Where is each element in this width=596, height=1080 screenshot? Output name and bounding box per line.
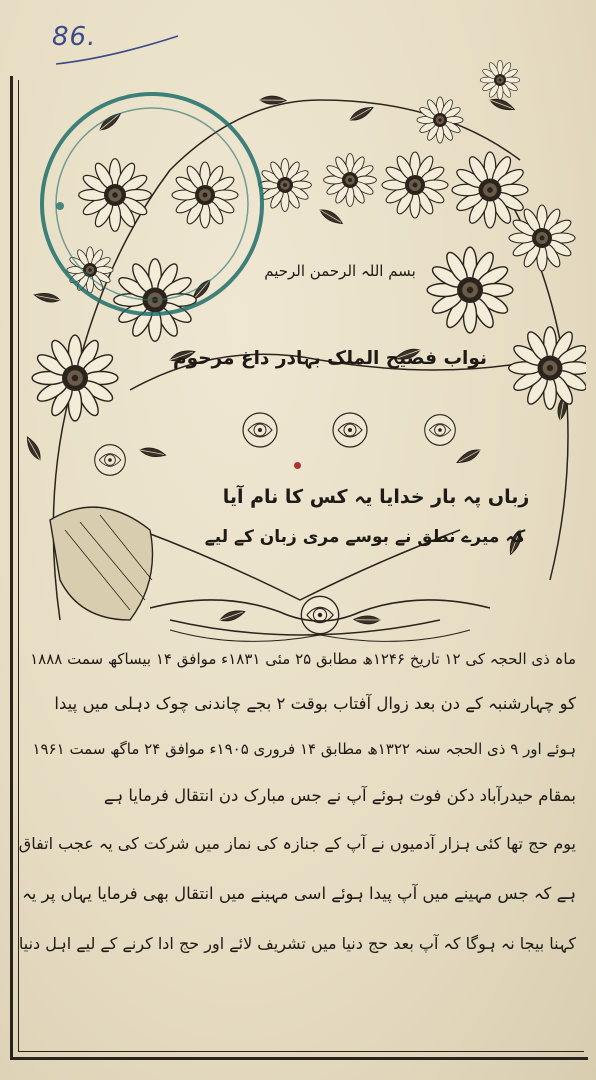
handwritten-number: 86.	[52, 22, 97, 52]
library-stamp	[36, 88, 268, 320]
body-line-1: ماہ ذی الحجہ کی ۱۲ تاریخ ۱۲۴۶ھ مطابق ۲۵ مئی ۱۸۳۱ء موافق ۱۴ بیساکھ سمت ۱۸۸۸	[30, 650, 576, 668]
body-line-4: بمقام حیدرآباد دکن فوت ہوئے آپ نے جس مبارک دن انتقال فرمایا ہے	[103, 786, 576, 805]
couplet-line-1: زباں پہ بار خدایا یہ کس کا نام آیا	[222, 486, 530, 508]
couplet-line-2: کہ میرے نطق نے بوسے مری زبان کے لیے	[204, 527, 526, 547]
body-line-6: ہے کہ جس مہینے میں آپ پیدا ہوئے اسی مہینے میں انتقال بھی فرمایا یہاں پر یہ	[22, 884, 576, 903]
red-dot	[294, 462, 301, 469]
body-line-7: کہنا بیجا نہ ہوگا کہ آپ بعد حج دنیا میں تشریف لائے اور حج ادا کرنے کے لیے اہل دنیا	[18, 934, 576, 953]
body-line-3: ہوئے اور ۹ ذی الحجہ سنہ ۱۳۲۲ھ مطابق ۱۴ فروری ۱۹۰۵ء موافق ۲۴ ماگھ سمت ۱۹۶۱	[32, 740, 576, 758]
body-line-5: یوم حج تھا کئی ہزار آدمیوں نے آپ کے جنازہ کی نماز میں شرکت کی یہ عجب اتفاق	[18, 834, 576, 853]
bismillah: بسم اللہ الرحمن الرحیم	[264, 262, 416, 280]
page-title: نواب فصیح الملک بہادر داغ مرحوم	[173, 348, 487, 369]
body-line-2: کو چہارشنبہ کے دن بعد زوال آفتاب بوقت ۲ بجے چاندنی چوک دہلی میں پیدا	[54, 694, 576, 713]
